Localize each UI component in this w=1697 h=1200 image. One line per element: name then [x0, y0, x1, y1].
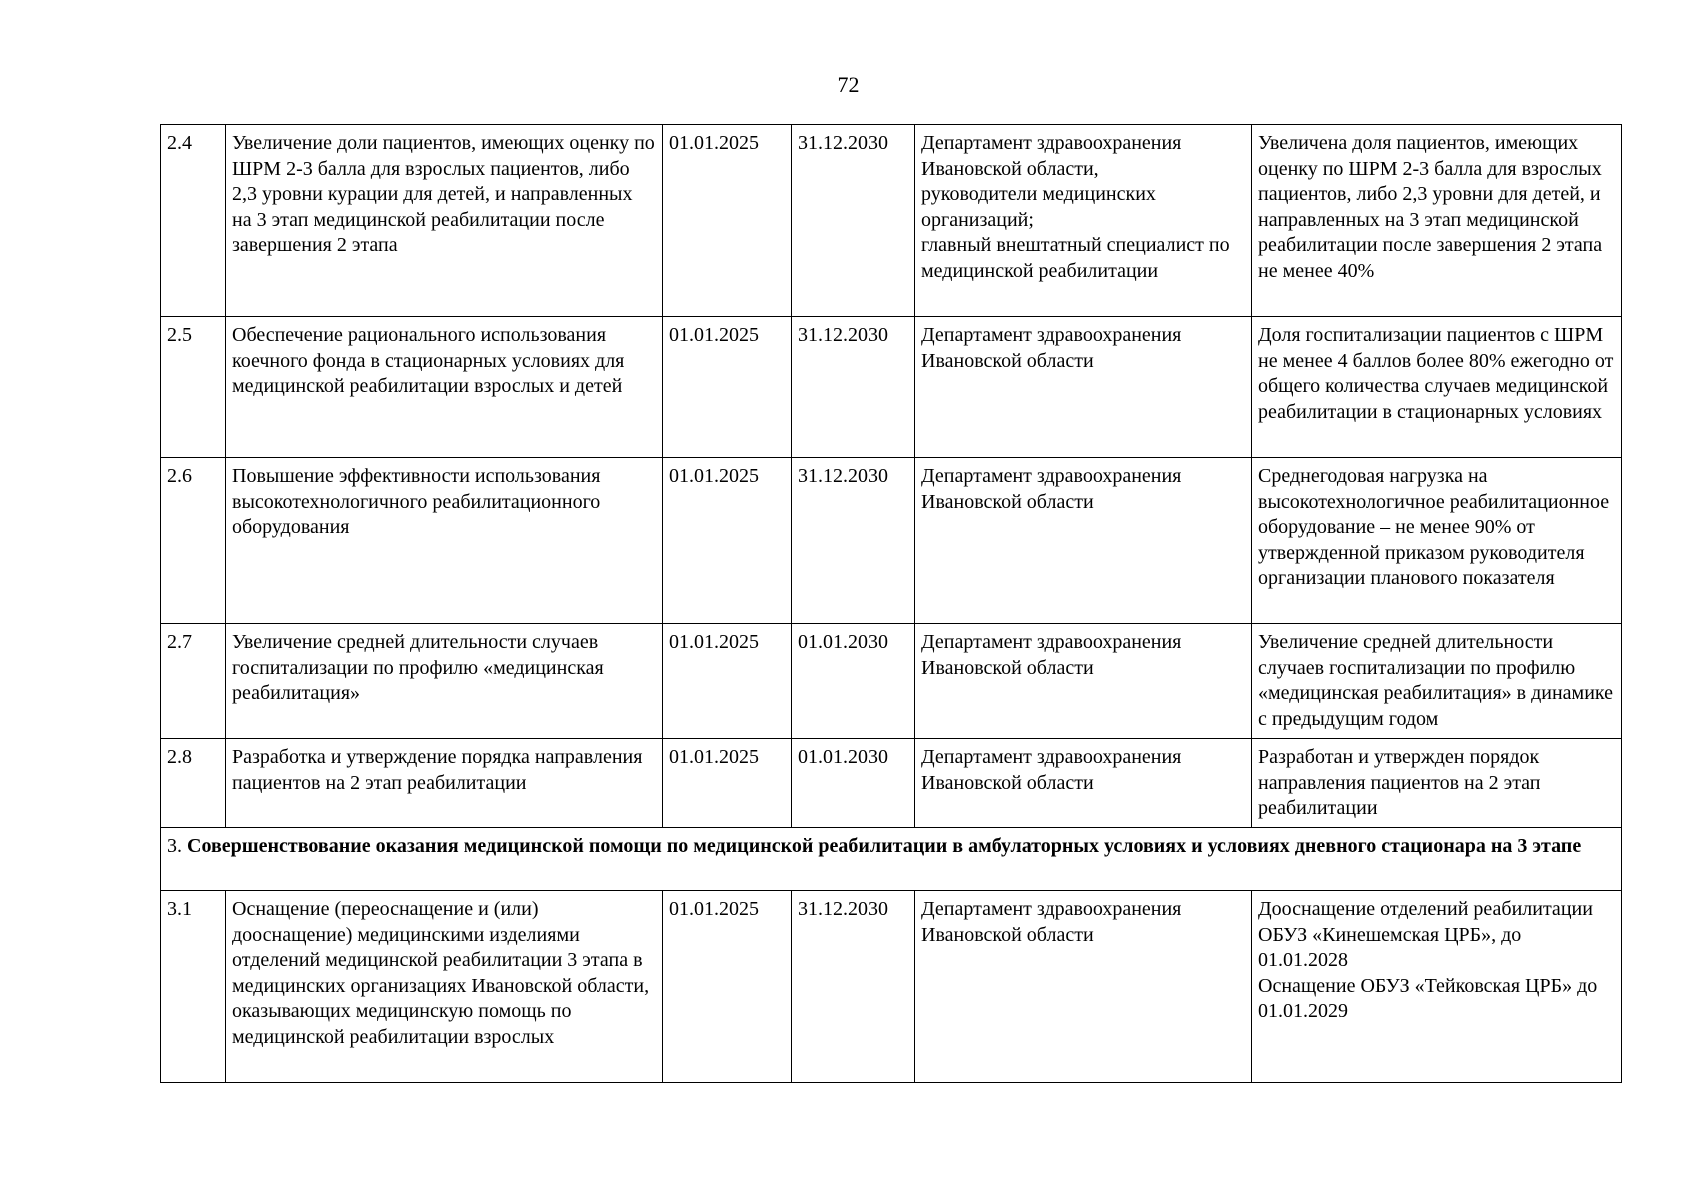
- table-row: [161, 891, 1622, 1083]
- row-number: 2.6: [161, 458, 226, 624]
- expected-result: Разработан и утвержден порядок направления пациентов на 2 этап реабилитации: [1252, 739, 1622, 828]
- section-number: 3.: [167, 835, 182, 857]
- action-description: Увеличение доли пациентов, имеющих оценку по ШРМ 2-3 балла для взрослых пациентов, либо 2,3 уровни курации для детей, и направленных на 3 этап медицинской реабилитации после завершения 2 этапа: [226, 125, 663, 317]
- expected-result: Доля госпитализации пациентов с ШРМ не менее 4 баллов более 80% ежегодно от общего количества случаев медицинской реабилитации в стационарных условиях: [1252, 317, 1622, 458]
- row-number: 3.1: [161, 891, 226, 1083]
- expected-result: Увеличение средней длительности случаев госпитализации по профилю «медицинская реабилитация» в динамике с предыдущим годом: [1252, 624, 1622, 739]
- table-row: [161, 125, 1622, 317]
- end-date: 01.01.2030: [792, 739, 915, 828]
- table-row: [161, 317, 1622, 458]
- row-number: 2.5: [161, 317, 226, 458]
- end-date: 31.12.2030: [792, 317, 915, 458]
- row-number: 2.4: [161, 125, 226, 317]
- section-header: [161, 828, 1622, 891]
- expected-result: Среднегодовая нагрузка на высокотехнологичное реабилитационное оборудование – не менее 90% от утвержденной приказом руководителя организации планового показателя: [1252, 458, 1622, 624]
- start-date: 01.01.2025: [663, 624, 792, 739]
- end-date: 31.12.2030: [792, 458, 915, 624]
- table-row: [161, 624, 1622, 739]
- action-description: Увеличение средней длительности случаев госпитализации по профилю «медицинская реабилитация»: [226, 624, 663, 739]
- start-date: 01.01.2025: [663, 739, 792, 828]
- responsible-party: Департамент здравоохранения Ивановской области: [915, 317, 1252, 458]
- responsible-party: Департамент здравоохранения Ивановской области: [915, 624, 1252, 739]
- row-number: 2.8: [161, 739, 226, 828]
- page-number: 72: [837, 72, 860, 97]
- start-date: 01.01.2025: [663, 891, 792, 1083]
- end-date: 01.01.2030: [792, 624, 915, 739]
- start-date: 01.01.2025: [663, 125, 792, 317]
- end-date: 31.12.2030: [792, 891, 915, 1083]
- section-title: Совершенствование оказания медицинской помощи по медицинской реабилитации в амбулаторных условиях и условиях дневного стационара на 3 этапе: [187, 835, 1582, 857]
- start-date: 01.01.2025: [663, 458, 792, 624]
- table-row: [161, 739, 1622, 828]
- expected-result: Дооснащение отделений реабилитации ОБУЗ «Кинешемская ЦРБ», до 01.01.2028 Оснащение ОБУЗ «Тейковская ЦРБ» до 01.01.2029: [1252, 891, 1622, 1083]
- responsible-party: Департамент здравоохранения Ивановской области: [915, 458, 1252, 624]
- action-description: Обеспечение рационального использования коечного фонда в стационарных условиях для медицинской реабилитации взрослых и детей: [226, 317, 663, 458]
- action-description: Оснащение (переоснащение и (или) дооснащение) медицинскими изделиями отделений медицинской реабилитации 3 этапа в медицинских организациях Ивановской области, оказывающих медицинскую помощь по медицинской реабилитации взрослых: [226, 891, 663, 1083]
- responsible-party: Департамент здравоохранения Ивановской области, руководители медицинских организаций; главный внештатный специалист по медицинской реабилитации: [915, 125, 1252, 317]
- end-date: 31.12.2030: [792, 125, 915, 317]
- start-date: 01.01.2025: [663, 317, 792, 458]
- expected-result: Увеличена доля пациентов, имеющих оценку по ШРМ 2-3 балла для взрослых пациентов, либо 2,3 уровни для детей, и направленных на 3 этап медицинской реабилитации после завершения 2 этапа не менее 40%: [1252, 125, 1622, 317]
- action-plan-table: [160, 124, 1622, 1083]
- responsible-party: Департамент здравоохранения Ивановской области: [915, 739, 1252, 828]
- table-row: [161, 458, 1622, 624]
- section-header-row: [161, 828, 1622, 891]
- action-description: Разработка и утверждение порядка направления пациентов на 2 этап реабилитации: [226, 739, 663, 828]
- row-number: 2.7: [161, 624, 226, 739]
- action-description: Повышение эффективности использования высокотехнологичного реабилитационного оборудования: [226, 458, 663, 624]
- responsible-party: Департамент здравоохранения Ивановской области: [915, 891, 1252, 1083]
